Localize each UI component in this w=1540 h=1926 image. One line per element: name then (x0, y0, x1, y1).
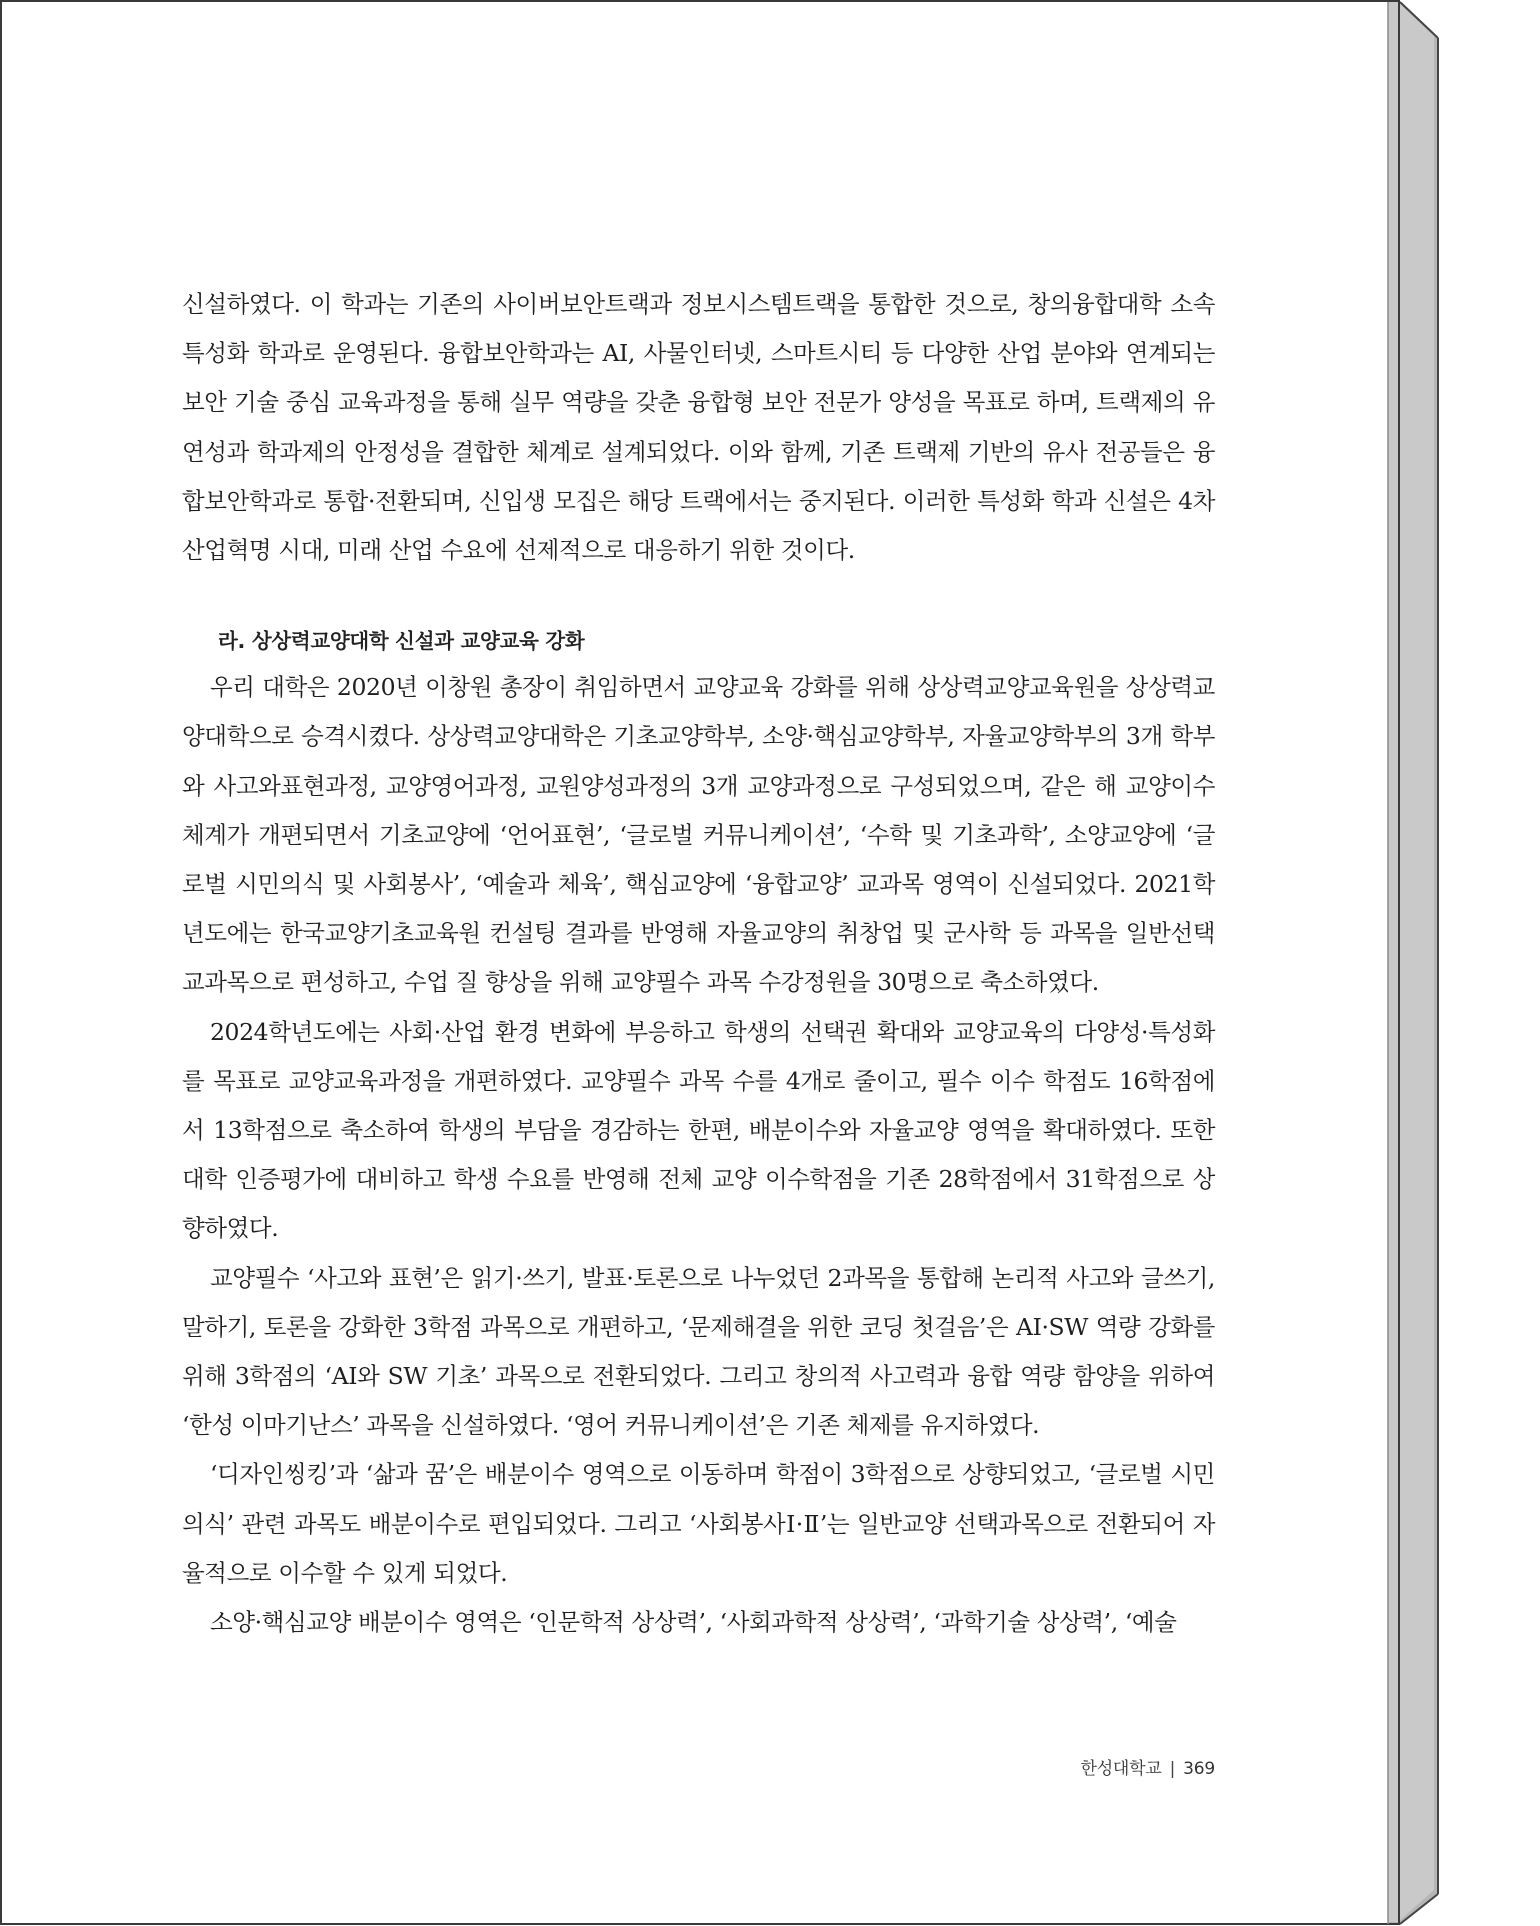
body-paragraph: ‘디자인씽킹’과 ‘삶과 꿈’은 배분이수 영역으로 이동하며 학점이 3학점으로 상향되었고, ‘글로벌 시민의식’ 관련 과목도 배분이수로 편입되었다. 그리고 ‘사회봉사Ⅰ·Ⅱ’는 일반교양 선택과목으로 전환되어 자율적으로 이수할 수 있게 되었다. (182, 1460, 1215, 1587)
page-footer (1080, 1754, 1215, 1779)
page-number: 369 (1183, 1759, 1215, 1779)
footer-separator: | (1169, 1759, 1176, 1779)
footer-institution: 한성대학교 (1080, 1759, 1162, 1779)
body-paragraph: 2024학년도에는 사회·산업 환경 변화에 부응하고 학생의 선택권 확대와 교양교육의 다양성·특성화를 목표로 교양교육과정을 개편하였다. 교양필수 과목 수를 4개로 줄이고, 필수 이수 학점도 16학점에서 13학점으로 축소하여 학생의 부담을 경감하는 한편, 배분이수와 자율교양 영역을 확대하였다. 또한 대학 인증평가에 대비하고 학생 수요를 반영해 전체 교양 이수학점을 기존 28학점에서 31학점으로 상향하였다. (182, 1017, 1215, 1243)
page-body (182, 280, 1215, 1647)
section-heading: 라. 상상력교양대학 신설과 교양교육 강화 (218, 629, 585, 654)
body-paragraph: 우리 대학은 2020년 이창원 총장이 취임하면서 교양교육 강화를 위해 상상력교양교육원을 상상력교양대학으로 승격시켰다. 상상력교양대학은 기초교양학부, 소양·핵심교양학부, 자율교양학부의 3개 학부와 사고와표현과정, 교양영어과정, 교원양성과정의 3개 교양과정으로 구성되었으며, 같은 해 교양이수체계가 개편되면서 기초교양에 ‘언어표현’, ‘글로벌 커뮤니케이션’, ‘수학 및 기초과학’, 소양교양에 ‘글로벌 시민의식 및 사회봉사’, ‘예술과 체육’, 핵심교양에 ‘융합교양’ 교과목 영역이 신설되었다. 2021학년도에는 한국교양기초교육원 컨설팅 결과를 반영해 자율교양의 취창업 및 군사학 등 과목을 일반선택 교과목으로 편성하고, 수업 질 향상을 위해 교양필수 과목 수강정원을 30명으로 축소하였다. (182, 673, 1215, 997)
body-paragraph: 소양·핵심교양 배분이수 영역은 ‘인문학적 상상력’, ‘사회과학적 상상력’, ‘과학기술 상상력’, ‘예술 (210, 1608, 1177, 1637)
body-paragraph-intro: 신설하였다. 이 학과는 기존의 사이버보안트랙과 정보시스템트랙을 통합한 것으로, 창의융합대학 소속 특성화 학과로 운영된다. 융합보안학과는 AI, 사물인터넷, 스마트시티 등 다양한 산업 분야와 연계되는 보안 기술 중심 교육과정을 통해 실무 역량을 갖춘 융합형 보안 전문가 양성을 목표로 하며, 트랙제의 유연성과 학과제의 안정성을 결합한 체계로 설계되었다. 이와 함께, 기존 트랙제 기반의 유사 전공들은 융합보안학과로 통합·전환되며, 신입생 모집은 해당 트랙에서는 중지된다. 이러한 특성화 학과 신설은 4차 산업혁명 시대, 미래 산업 수요에 선제적으로 대응하기 위한 것이다. (182, 290, 1215, 565)
body-paragraph: 교양필수 ‘사고와 표현’은 읽기·쓰기, 발표·토론으로 나누었던 2과목을 통합해 논리적 사고와 글쓰기, 말하기, 토론을 강화한 3학점 과목으로 개편하고, ‘문제해결을 위한 코딩 첫걸음’은 AI·SW 역량 강화를 위해 3학점의 ‘AI와 SW 기초’ 과목으로 전환되었다. 그리고 창의적 사고력과 융합 역량 함양을 위하여 ‘한성 이마기난스’ 과목을 신설하였다. ‘영어 커뮤니케이션’은 기존 체제를 유지하였다. (182, 1263, 1215, 1440)
